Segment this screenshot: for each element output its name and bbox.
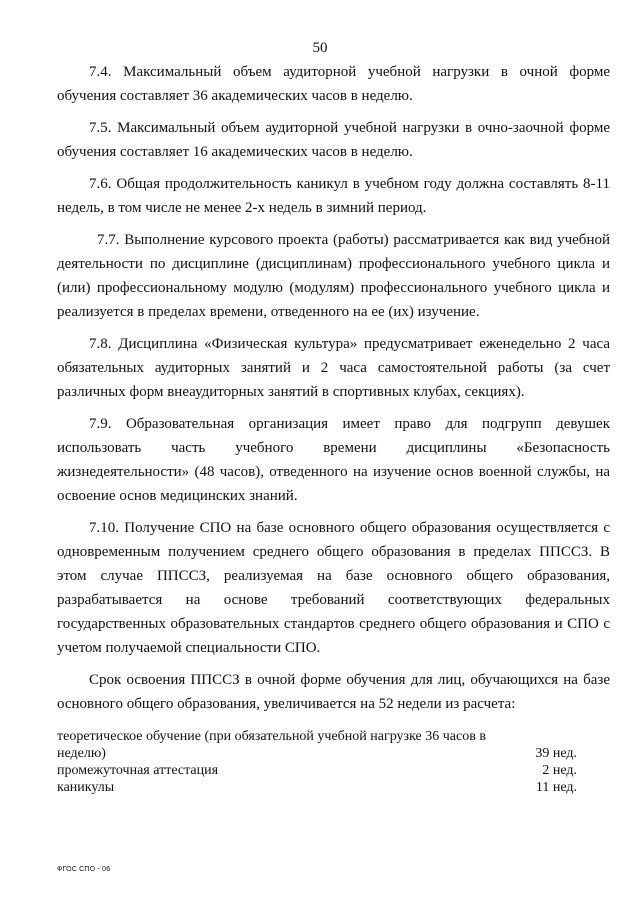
paragraph-7-9: 7.9. Образовательная организация имеет право для подгрупп девушек использовать часть учебного времени дисциплины «Безопасность жизнедеятельности» (48 часов), отведенного на изучение основ военной службы, на освоение основ медицинских знаний.: [57, 416, 610, 504]
schedule-value: 11 нед.: [535, 780, 577, 795]
schedule-value: 39 нед.: [535, 746, 577, 761]
schedule-label: теоретическое обучение (при обязательной учебной нагрузке 36 часов в неделю): [57, 729, 486, 761]
footer-code: ФГОС СПО - 06: [57, 866, 111, 873]
schedule-row-theory: [57, 728, 577, 762]
duration-breakdown: [57, 728, 577, 796]
schedule-row-vacation: [57, 779, 577, 796]
paragraph-7-6: 7.6. Общая продолжительность каникул в учебном году должна составлять 8-11 недель, в том числе не менее 2-х недель в зимний период.: [57, 176, 610, 216]
schedule-label: промежуточная аттестация: [57, 763, 219, 778]
paragraph-7-8: 7.8. Дисциплина «Физическая культура» предусматривает еженедельно 2 часа обязательных аудиторных занятий и 2 часа самостоятельной работы (за счет различных форм внеаудиторных занятий в спортивных клубах, секциях).: [57, 336, 610, 400]
schedule-value: 2 нед.: [542, 763, 577, 778]
paragraph-7-7: 7.7. Выполнение курсового проекта (работы) рассматривается как вид учебной деятельности по дисциплине (дисциплинам) профессионального учебного цикла и (или) профессиональному модулю (модулям) профессионального учебного цикла и реализуется в пределах времени, отведенного на ее (их) изучение.: [57, 232, 610, 320]
page-number: 50: [312, 40, 328, 56]
schedule-label: каникулы: [57, 780, 115, 795]
schedule-row-attestation: [57, 762, 577, 779]
paragraph-7-10: 7.10. Получение СПО на базе основного общего образования осуществляется с одновременным получением среднего общего образования в пределах ППССЗ. В этом случае ППССЗ, реализуемая на базе основного общего образования, разрабатывается на основе требований соответствующих федеральных государственных образовательных стандартов среднего общего образования и СПО с учетом получаемой специальности СПО.: [57, 520, 610, 656]
document-body: [57, 60, 610, 724]
paragraph-7-4: 7.4. Максимальный объем аудиторной учебной нагрузки в очной форме обучения составляет 36 академических часов в неделю.: [57, 64, 610, 104]
paragraph-7-5: 7.5. Максимальный объем аудиторной учебной нагрузки в очно-заочной форме обучения составляет 16 академических часов в неделю.: [57, 120, 610, 160]
paragraph-duration: Срок освоения ППССЗ в очной форме обучения для лиц, обучающихся на базе основного общего образования, увеличивается на 52 недели из расчета:: [57, 672, 610, 712]
